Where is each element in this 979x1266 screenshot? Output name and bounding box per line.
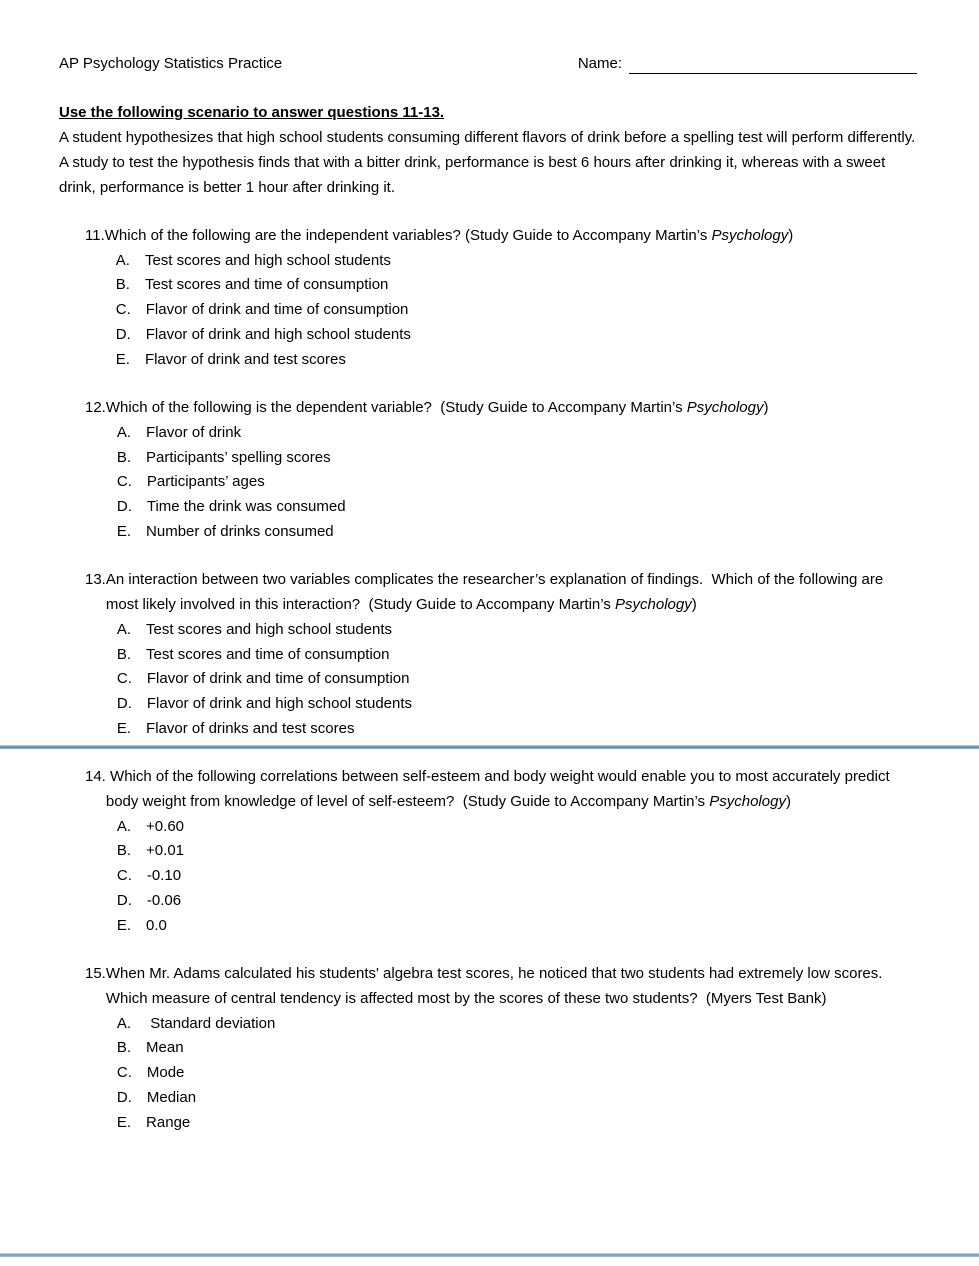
question-source-citation: [465, 227, 793, 244]
options-list: [117, 618, 917, 742]
source-text: (Myers Test Bank): [705, 989, 827, 1007]
option-text: Flavor of drink and test scores: [144, 350, 346, 368]
option-row: [117, 618, 917, 643]
option-letter: A.: [116, 1014, 132, 1032]
option-text: Test scores and high school students: [146, 620, 393, 638]
source-close: ): [691, 596, 697, 614]
options-list: [117, 1012, 917, 1136]
question-15: [85, 962, 917, 1135]
option-text: +0.60: [146, 817, 185, 835]
option-text: Standard deviation: [146, 1014, 276, 1032]
option-letter: C.: [116, 1064, 132, 1082]
source-text: (Study Guide to Accompany Martin’s: [462, 793, 710, 811]
option-letter: D.: [115, 325, 131, 343]
scenario-paragraph: A student hypothesizes that high school students consuming different flavors of drink before a spelling test will perform differently. A study to test the hypothesis finds that with a bitter drink, performance is best 6 hours after drinking it, whereas with a sweet drink, performance is better 1 hour after drinking it.: [59, 129, 923, 196]
question-number: 11.: [85, 227, 105, 244]
option-row: [117, 692, 917, 717]
option-text: Mean: [146, 1039, 184, 1057]
option-text: +0.01: [146, 842, 185, 860]
option-text: Flavor of drink and time of consumption: [145, 301, 409, 319]
option-text: Test scores and high school students: [144, 251, 391, 269]
source-text: (Study Guide to Accompany Martin’s: [440, 399, 687, 417]
source-text: (Study Guide to Accompany Martin’s: [464, 227, 712, 244]
option-text: Flavor of drink and time of consumption: [146, 670, 410, 688]
option-letter: A.: [116, 620, 132, 638]
question-number: 14.: [85, 768, 106, 786]
source-book-title: Psychology: [711, 227, 789, 244]
option-letter: C.: [116, 670, 132, 688]
option-row: [116, 348, 917, 373]
source-close: ): [788, 227, 794, 244]
option-letter: B.: [116, 448, 132, 466]
option-letter: E.: [115, 350, 130, 368]
question-number: 13.: [85, 571, 106, 589]
document-header: [59, 54, 917, 74]
option-text: Flavor of drink: [146, 423, 242, 441]
question-source-citation: [463, 793, 791, 810]
option-letter: B.: [116, 842, 132, 860]
option-row: [117, 815, 917, 840]
options-list: [116, 249, 917, 373]
option-text: Flavor of drink and high school students: [146, 694, 413, 712]
option-text: Test scores and time of consumption: [146, 645, 390, 663]
option-letter: B.: [116, 1039, 132, 1057]
option-letter: D.: [116, 891, 132, 909]
option-row: [117, 446, 917, 471]
option-letter: B.: [115, 276, 130, 294]
source-book-title: Psychology: [709, 793, 786, 811]
question-number: 12.: [85, 399, 106, 417]
question-list: [85, 224, 917, 1135]
option-letter: A.: [116, 817, 132, 835]
option-letter: D.: [116, 1088, 132, 1106]
section-divider-line: [0, 745, 979, 749]
question-text: Which of the following are the independent variables?: [104, 227, 465, 244]
option-row: [117, 421, 917, 446]
source-close: ): [763, 399, 769, 417]
option-text: Flavor of drinks and test scores: [146, 719, 355, 737]
option-letter: E.: [116, 719, 132, 737]
option-row: [117, 717, 917, 742]
option-letter: B.: [116, 645, 132, 663]
option-letter: E.: [116, 522, 132, 540]
options-list: [117, 421, 917, 545]
option-text: -0.06: [146, 891, 182, 909]
option-text: Flavor of drink and high school students: [145, 325, 411, 343]
option-text: Participants’ ages: [146, 473, 265, 491]
question-source-citation: [368, 596, 696, 613]
question-body: [106, 765, 917, 938]
option-text: Range: [146, 1113, 191, 1131]
question-source-citation: [706, 990, 827, 1007]
question-12: [85, 396, 917, 544]
name-field-area: [578, 54, 917, 74]
option-row: [116, 323, 917, 348]
option-text: Time the drink was consumed: [146, 498, 346, 516]
option-row: [116, 298, 917, 323]
page-bottom-divider-line: [0, 1253, 979, 1257]
source-book-title: Psychology: [686, 399, 764, 417]
option-letter: D.: [116, 694, 132, 712]
option-letter: A.: [116, 423, 132, 441]
scenario-heading: Use the following scenario to answer questions 11-13.: [59, 104, 445, 121]
option-row: [117, 643, 917, 668]
question-body: [106, 396, 917, 544]
option-row: [117, 914, 917, 939]
option-text: -0.10: [146, 867, 182, 885]
option-text: Number of drinks consumed: [146, 522, 334, 540]
option-text: Median: [146, 1088, 197, 1106]
option-letter: C.: [115, 301, 131, 319]
source-close: ): [785, 793, 791, 811]
question-text: An interaction between two variables complicates the researcher’s explanation of findings. Which of the following are most likely involved in this interaction?: [105, 571, 888, 614]
source-book-title: Psychology: [615, 596, 692, 614]
question-11: [85, 224, 917, 372]
options-list: [117, 815, 917, 939]
option-letter: A.: [115, 251, 130, 269]
question-text: Which of the following is the dependent variable?: [105, 399, 441, 417]
question-text: When Mr. Adams calculated his students' algebra test scores, he noticed that two students had extremely low scores. Which measure of central tendency is affected most by the scores of these two students?: [105, 965, 887, 1007]
option-letter: E.: [116, 916, 132, 934]
option-letter: D.: [116, 498, 132, 516]
question-13: [85, 568, 917, 741]
option-row: [116, 273, 917, 298]
question-14: [85, 765, 917, 938]
question-body: [106, 962, 917, 1135]
source-text: (Study Guide to Accompany Martin’s: [368, 596, 615, 614]
option-row: [117, 1086, 917, 1111]
option-row: [117, 667, 917, 692]
option-row: [117, 839, 917, 864]
option-text: Test scores and time of consumption: [144, 276, 389, 294]
option-row: [117, 889, 917, 914]
option-text: 0.0: [146, 916, 167, 934]
option-row: [117, 1061, 917, 1086]
question-body: [106, 568, 917, 741]
name-blank-line: [629, 56, 917, 74]
option-letter: C.: [116, 473, 132, 491]
option-row: [117, 495, 917, 520]
option-letter: C.: [116, 867, 132, 885]
option-text: Participants’ spelling scores: [146, 448, 331, 466]
option-row: [117, 864, 917, 889]
option-row: [117, 520, 917, 545]
document-title: AP Psychology Statistics Practice: [59, 55, 283, 72]
option-row: [117, 1111, 917, 1136]
option-row: [117, 470, 917, 495]
option-row: [116, 249, 917, 274]
question-text: Which of the following correlations between self-esteem and body weight would enable you to most accurately predict body weight from knowledge of level of self-esteem?: [105, 768, 894, 811]
option-letter: E.: [116, 1113, 132, 1131]
option-text: Mode: [146, 1064, 185, 1082]
question-source-citation: [440, 399, 768, 416]
name-label: Name:: [577, 55, 622, 72]
option-row: [117, 1012, 917, 1037]
option-row: [117, 1036, 917, 1061]
question-body: [105, 224, 917, 372]
question-number: 15.: [85, 965, 106, 983]
